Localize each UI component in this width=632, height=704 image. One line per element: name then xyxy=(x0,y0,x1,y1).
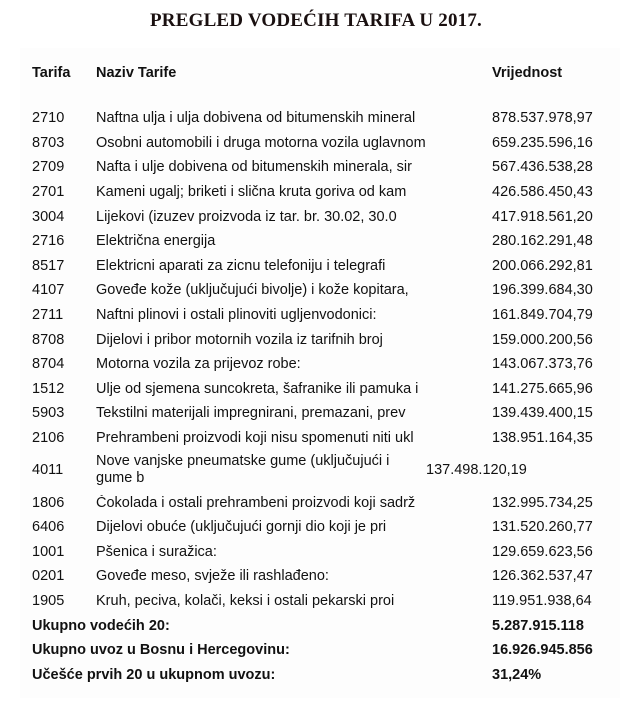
table-row xyxy=(32,564,612,589)
vrijednost-cell: 141.275.665,96 xyxy=(492,380,593,397)
naziv-cell: Tekstilni materijali impregnirani, premazani, prev xyxy=(96,405,406,422)
naziv-cell: Dijelovi i pribor motornih vozila iz tarifnih broj xyxy=(96,331,383,348)
header-vrijednost: Vrijednost xyxy=(492,65,563,81)
tarifa-cell: 1001 xyxy=(32,543,65,560)
tarifa-cell: 8703 xyxy=(32,134,65,151)
header-naziv: Naziv Tarife xyxy=(96,65,177,81)
table-body xyxy=(32,106,612,613)
table-row xyxy=(32,540,612,565)
vrijednost-cell: 119.951.938,64 xyxy=(492,592,592,609)
vrijednost-cell: 132.995.734,25 xyxy=(492,494,593,511)
table-row xyxy=(32,131,612,156)
vrijednost-cell: 417.918.561,20 xyxy=(492,208,593,225)
table-row xyxy=(32,450,612,490)
document-title: PREGLED VODEĆIH TARIFA U 2017. xyxy=(149,10,482,31)
table-row xyxy=(32,303,612,328)
vrijednost-cell: 129.659.623,56 xyxy=(492,543,593,560)
vrijednost-cell: 200.066.292,81 xyxy=(492,257,593,274)
vrijednost-cell: 137.498.120,19 xyxy=(426,461,527,478)
table-row xyxy=(32,278,612,303)
naziv-cell: Goveđe kože (uključujući bivolje) i kože kopitara, xyxy=(96,282,409,299)
table-row xyxy=(32,229,612,254)
total-row xyxy=(32,662,612,687)
naziv-cell: Pšenica i suražica: xyxy=(96,543,217,560)
tarifa-cell: 8517 xyxy=(32,257,65,274)
vrijednost-cell: 567.436.538,28 xyxy=(492,159,593,176)
vrijednost-cell: 139.439.400,15 xyxy=(492,405,593,422)
vrijednost-cell: 196.399.684,30 xyxy=(492,282,593,299)
tarifa-cell: 2701 xyxy=(32,184,65,201)
total-value: 5.287.915.118 xyxy=(492,617,584,634)
vrijednost-cell: 426.586.450,43 xyxy=(492,184,593,201)
tarifa-cell: 2716 xyxy=(32,233,65,250)
table-row xyxy=(32,155,612,180)
vrijednost-cell: 659.235.596,16 xyxy=(492,134,593,151)
total-value: 16.926.945.856 xyxy=(492,642,593,659)
total-label: Učešće prvih 20 u ukupnom uvozu: xyxy=(32,666,276,683)
naziv-cell: Ulje od sjemena suncokreta, šafranike ili pamuka i xyxy=(96,380,419,397)
table-row xyxy=(32,106,612,131)
vrijednost-cell: 161.849.704,79 xyxy=(492,307,593,324)
totals-section xyxy=(32,613,612,687)
tarifa-cell: 2106 xyxy=(32,430,65,447)
naziv-cell: Motorna vozila za prijevoz robe: xyxy=(96,356,301,373)
header-tarifa: Tarifa xyxy=(32,65,71,81)
vrijednost-cell: 131.520.260,77 xyxy=(492,519,593,536)
naziv-cell: Naftna ulja i ulja dobivena od bitumenskih mineral xyxy=(96,110,416,127)
tarifa-cell: 4107 xyxy=(32,282,65,299)
vrijednost-cell: 280.162.291,48 xyxy=(492,233,593,250)
total-row xyxy=(32,613,612,638)
naziv-cell: Kameni ugalj; briketi i slična kruta goriva od kam xyxy=(96,184,407,201)
naziv-cell: Električna energija xyxy=(96,233,216,250)
table-row xyxy=(32,490,612,515)
table-row xyxy=(32,515,612,540)
table-row xyxy=(32,377,612,402)
naziv-cell: Lijekovi (izuzev proizvoda iz tar. br. 30.02, 30.0 xyxy=(96,208,397,225)
naziv-cell: Čokolada i ostali prehrambeni proizvodi koji sadrž xyxy=(96,494,416,511)
naziv-cell: Dijelovi obuće (uključujući gornji dio koji je pri xyxy=(96,519,387,536)
total-label: Ukupno uvoz u Bosnu i Hercegovinu: xyxy=(32,642,290,659)
table-row xyxy=(32,204,612,229)
table-row xyxy=(32,180,612,205)
table-row xyxy=(32,352,612,377)
tarifa-cell: 1512 xyxy=(32,380,65,397)
vrijednost-cell: 126.362.537,47 xyxy=(492,568,593,585)
tarifa-cell: 8708 xyxy=(32,331,65,348)
table-row xyxy=(32,254,612,279)
naziv-cell: Osobni automobili i druga motorna vozila uglavnom xyxy=(96,134,426,151)
table-row xyxy=(32,327,612,352)
naziv-cell: Prehrambeni proizvodi koji nisu spomenuti niti ukl xyxy=(96,430,414,447)
total-label: Ukupno vodećih 20: xyxy=(32,617,170,634)
tarifa-cell: 2710 xyxy=(32,110,65,127)
total-row xyxy=(32,638,612,663)
tarifa-cell: 3004 xyxy=(32,208,65,225)
tarifa-cell: 8704 xyxy=(32,356,65,373)
table-row xyxy=(32,426,612,451)
tarifa-cell: 4011 xyxy=(32,461,64,478)
naziv-cell: Kruh, peciva, kolači, keksi i ostali pekarski proi xyxy=(96,592,395,609)
tarifa-cell: 2709 xyxy=(32,159,65,176)
tarifa-cell: 6406 xyxy=(32,519,65,536)
tariff-table xyxy=(32,62,612,687)
vrijednost-cell: 878.537.978,97 xyxy=(492,110,593,127)
naziv-cell: Naftni plinovi i ostali plinoviti ugljenvodonici: xyxy=(96,307,377,324)
header-spacer xyxy=(32,84,612,106)
tarifa-cell: 1806 xyxy=(32,494,65,511)
naziv-cell: Goveđe meso, svježe ili rashlađeno: xyxy=(96,568,329,585)
vrijednost-cell: 138.951.164,35 xyxy=(492,430,593,447)
naziv-cell: Nafta i ulje dobivena od bitumenskih minerala, sir xyxy=(96,159,412,176)
total-value: 31,24% xyxy=(492,666,542,683)
table-header-row xyxy=(32,62,612,84)
tarifa-cell: 1905 xyxy=(32,592,65,609)
tarifa-cell: 5903 xyxy=(32,405,65,422)
naziv-cell: Elektricni aparati za zicnu telefoniju i telegrafi xyxy=(96,257,386,274)
vrijednost-cell: 159.000.200,56 xyxy=(492,331,593,348)
tarifa-cell: 2711 xyxy=(32,307,64,324)
tarifa-cell: 0201 xyxy=(32,568,65,585)
vrijednost-cell: 143.067.373,76 xyxy=(492,356,593,373)
naziv-cell: Nove vanjske pneumatske gume (uključujući i gume b xyxy=(96,453,390,487)
table-row xyxy=(32,589,612,614)
table-row xyxy=(32,401,612,426)
